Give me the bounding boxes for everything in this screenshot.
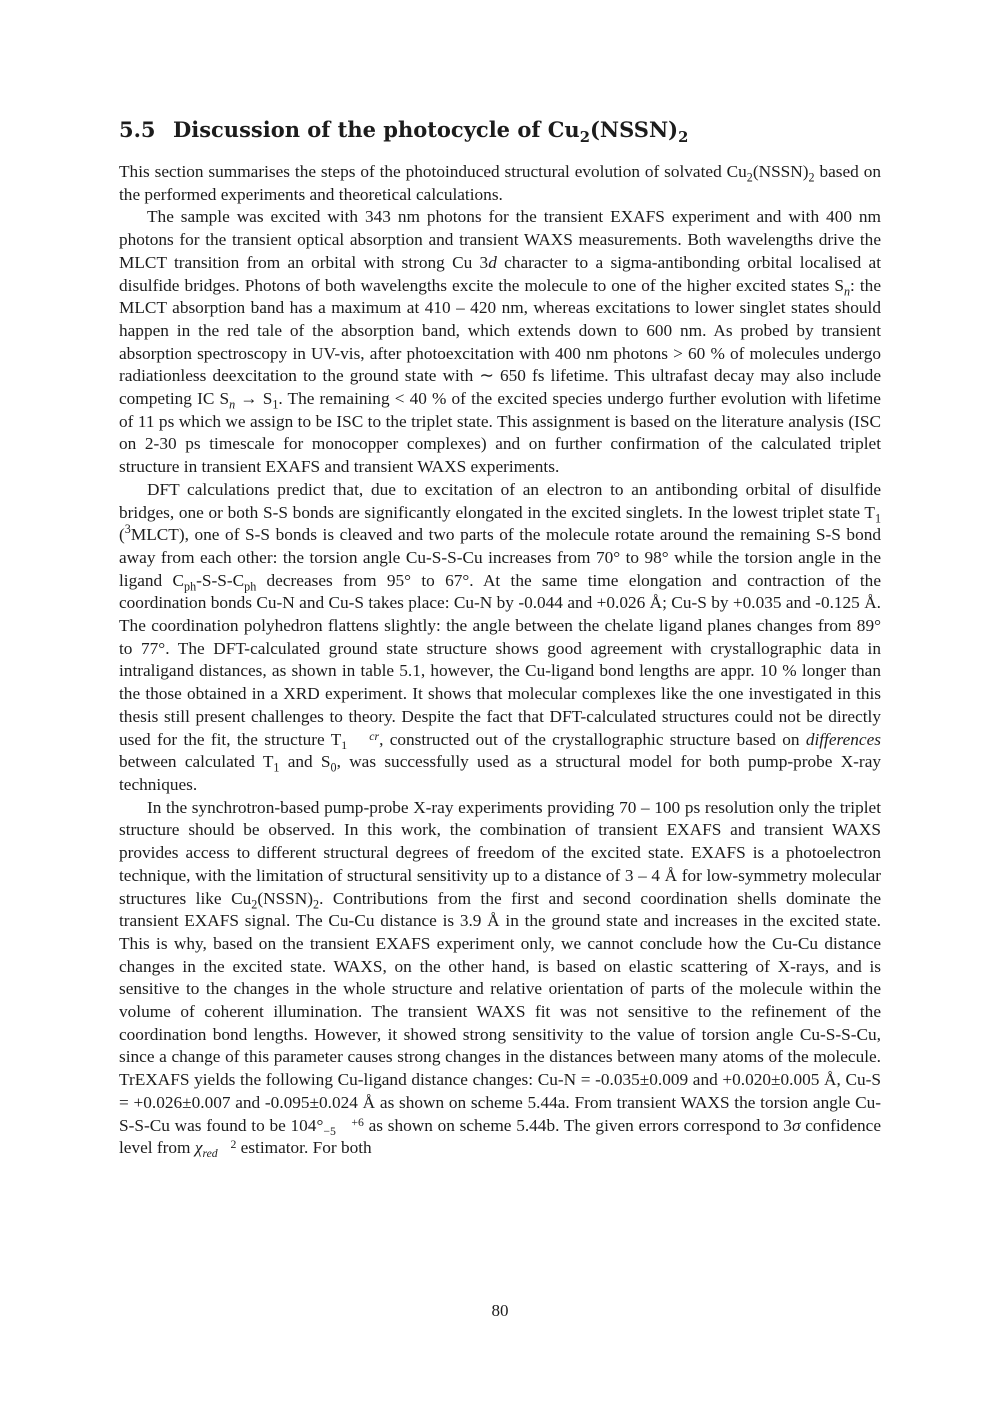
page-number: 80 (491, 1301, 509, 1320)
paragraph-xray: In the synchrotron-based pump-probe X-ray experiments providing 70 – 100 ps resolution only the triplet structure should be observed. In this work, the combination of transient EXAFS and transient WAXS provides access to different structural degrees of freedom of the excited state. EXAFS is a photoelectron technique, with the limitation of structural sensitivity up to a distance of 3 – 4 Å for low-symmetry molecular structures like $Cu_2(NSSN)_2$. Contributions from the first and second coordination shells dominate the transient EXAFS signal. The Cu-Cu distance is 3.9 Å in the ground state and increases in the excited state. This is why, based on the transient EXAFS experiment only, we cannot conclude how the Cu-Cu distance changes in the excited state. WAXS, on the other hand, is based on elastic scattering of X-rays, and is sensitive to the changes in the whole structure and relative orientation of parts of the molecule within the volume of coherent illumination. The transient WAXS fit was not sensitive to the refinement of the coordination bond lengths. However, it showed strong sensitivity to the value of torsion angle Cu-S-S-Cu, since a change of this parameter causes strong changes in the distances between many atoms of the molecule. TrEXAFS yields the following Cu-ligand distance changes: Cu-N = -0.035±0.009 and +0.020±0.005 Å, Cu-S = +0.026±0.007 and -0.095±0.024 Å as shown on scheme 5.44a. From transient WAXS the torsion angle Cu-S-S-Cu was found to be 104° +6 −5 as shown on scheme 5.44b. The given errors correspond to 3σ confidence level from χ 2 red estimator. For both (119, 797, 882, 1161)
section-number: 5.5 (119, 117, 156, 142)
section-title: Discussion of the photocycle of $Cu_2(NSSN)_2$ (173, 117, 689, 147)
paragraph-excitation: The sample was excited with 343 nm photons for the transient EXAFS experiment and with 400 nm photons for the transient optical absorption and transient WAXS measurements. Both wavelengths drive the MLCT transition from an orbital with strong Cu 3d character to a sigma-antibonding orbital localised at disulfide bridges. Photons of both wavelengths excite the molecule to one of the higher excited states $S_n$: the MLCT absorption band has a maximum at 410 – 420 nm, whereas excitations to lower singlet states should happen in the red tale of the absorption band, which extends down to 600 nm. As probed by transient absorption spectroscopy in UV-vis, after photoexcitation with 400 nm photons > 60 % of molecules undergo radiationless deexcitation to the ground state with ∼ 650 fs lifetime. This ultrafast decay may also include competing IC $S_n \to S_1$. The remaining < 40 % of the excited species undergo further evolution with lifetime of 11 ps which we assign to be ISC to the triplet state. This assignment is based on the literature analysis (ISC on 2-30 ps timescale for monocopper complexes) and on further confirmation of the calculated triplet structure in transient EXAFS and transient WAXS experiments. (119, 207, 881, 477)
paragraph-summary: This section summarises the steps of the photoinduced structural evolution of solvated $Cu_2(NSSN)_2$ based on the performed experiments and theoretical calculations. (119, 162, 881, 204)
paragraph-dft: DFT calculations predict that, due to excitation of an electron to an antibonding orbital of disulfide bridges, one or both S-S bonds are significantly elongated in the excited singlets. In the lowest triplet state $T_1$ ($^3$MLCT), one of S-S bonds is cleaved and two parts of the molecule rotate around the remaining S-S bond away from each other: the torsion angle Cu-S-S-Cu increases from 70° to 98° while the torsion angle in the ligand $C_{ph}-S-S-C_{ph}$ decreases from 95° to 67°. At the same time elongation and contraction of the coordination bonds Cu-N and Cu-S takes place: Cu-N by -0.044 and +0.026 Å; Cu-S by +0.035 and -0.125 Å. The coordination polyhedron flattens slightly: the angle between the chelate ligand planes changes from 89° to 77°. The DFT-calculated ground state structure shows good agreement with crystallographic data in intraligand distances, as shown in table 5.1, however, the Cu-ligand bond lengths are appr. 10 % longer than the those obtained in a XRD experiment. It shows that molecular complexes like the one investigated in this thesis still present challenges to theory. Despite the fact that DFT-calculated structures could not be directly used for the fit, the structure T cr 1 , constructed out of the crystallographic structure based on differences between calculated $T_1$ and $S_0$, was successfully used as a structural model for both pump-probe X-ray techniques. (119, 479, 882, 794)
section-heading (119, 116, 899, 147)
section-body (119, 161, 881, 1160)
